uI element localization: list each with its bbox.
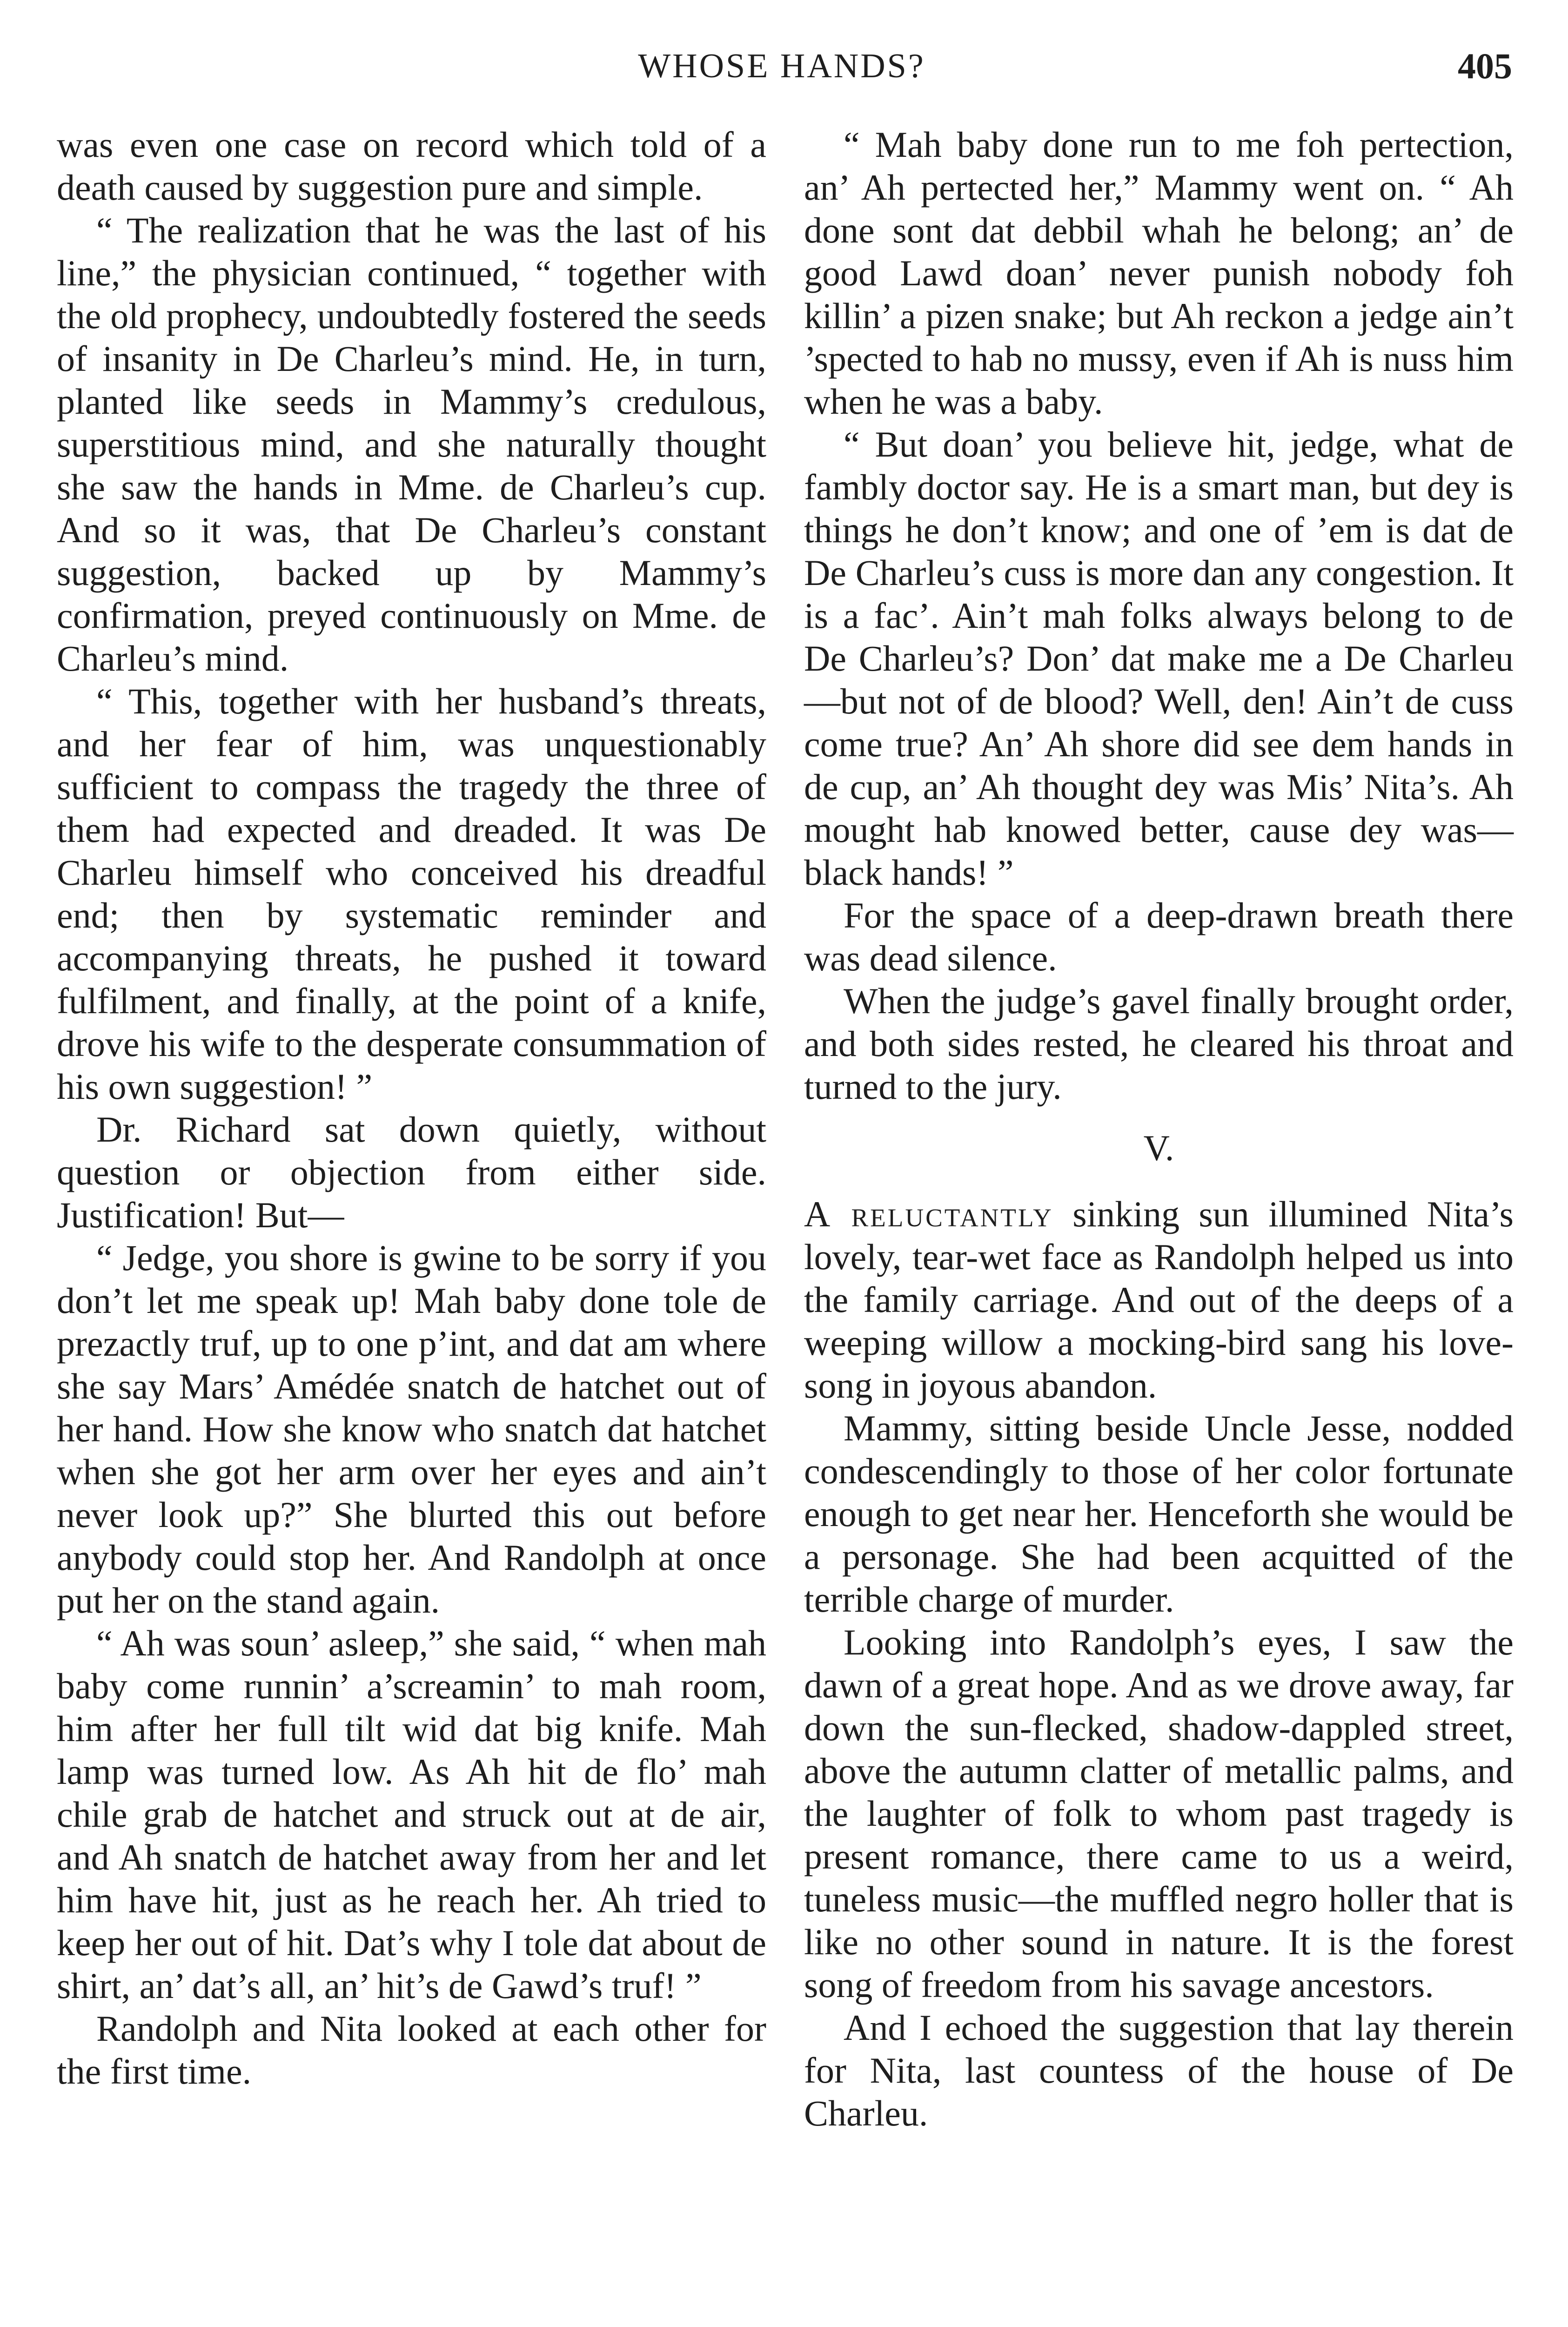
running-title: WHOSE HANDS? xyxy=(638,47,925,85)
paragraph: Dr. Richard sat down quietly, without question or objection from either side. Justification! But— xyxy=(57,1109,766,1235)
paragraph: Mammy, sitting beside Uncle Jesse, nodded condescendingly to those of her color fortunate enough to get near her. Henceforth she would be a personage. She had been acquitted of the terrible charge of murder. xyxy=(804,1408,1514,1620)
paragraph: was even one case on record which told of a death caused by suggestion pure and simple. xyxy=(57,124,766,208)
section-heading: V. xyxy=(1143,1128,1174,1168)
paragraph: Looking into Randolph’s eyes, I saw the dawn of a great hope. And as we drove away, far down the sun-flecked, shadow-dappled street, above the autumn clatter of metallic palms, and the laughter of folk to whom past tragedy is present romance, there came to us a weird, tuneless music—the muffled negro holler that is like no other sound in nature. It is the forest song of freedom from his savage ancestors. xyxy=(804,1622,1514,2005)
paragraph: “ Jedge, you shore is gwine to be sorry if you don’t let me speak up! Mah baby done tole de prezactly truf, up to one p’int, and dat am where she say Mars’ Amédée snatch de hatchet out of her hand. How she know who snatch dat hatchet when she got her arm over her eyes and ain’t never look up?” She blurted this out before anybody could stop her. And Randolph at once put her on the stand again. xyxy=(57,1237,766,1621)
paragraph-text: sinking sun illumined Nita’s lovely, tear-wet face as Randolph helped us into the family carriage. And out of the deeps of a weeping willow a mocking-bird sang his love-song in joyous abandon. xyxy=(804,1194,1514,1406)
paragraph: “ The realization that he was the last of his line,” the physician continued, “ together with the old prophecy, undoubtedly fostered the seeds of insanity in De Charleu’s mind. He, in turn, planted like seeds in Mammy’s credulous, superstitious mind, and she naturally thought she saw the hands in Mme. de Charleu’s cup. And so it was, that De Charleu’s constant suggestion, backed up by Mammy’s confirmation, preyed continuously on Mme. de Charleu’s mind. xyxy=(57,210,766,679)
paragraph: For the space of a deep-drawn breath there was dead silence. xyxy=(804,895,1514,978)
paragraph: “ Mah baby done run to me foh pertection, an’ Ah pertected her,” Mammy went on. “ Ah done sont dat debbil whah he belong; an’ de good Lawd doan’ never punish nobody foh killin’ a pizen snake; but Ah reckon a jedge ain’t ’spected to hab no mussy, even if Ah is nuss him when he was a baby. xyxy=(804,124,1514,422)
paragraph: And I echoed the suggestion that lay therein for Nita, last countess of the house of De Charleu. xyxy=(804,2007,1514,2133)
paragraph: “ But doan’ you believe hit, jedge, what de fambly doctor say. He is a smart man, but dey is things he don’t know; and one of ’em is dat de De Charleu’s cuss is more dan any congestion. It is a fac’. Ain’t mah folks always belong to de De Charleu’s? Don’ dat make me a De Charleu—but not of de blood? Well, den! Ain’t de cuss come true? An’ Ah shore did see dem hands in de cup, an’ Ah thought dey was Mis’ Nita’s. Ah mought hab knowed better, cause dey was—black hands! ” xyxy=(804,424,1514,893)
paragraph: Randolph and Nita looked at each other for the first time. xyxy=(57,2008,766,2092)
small-caps-opening: A reluctantly xyxy=(804,1194,1053,1234)
paragraph: “ Ah was soun’ asleep,” she said, “ when mah baby come runnin’ a’screamin’ to mah room, him after her full tilt wid dat big knife. Mah lamp was turned low. As Ah hit de flo’ mah chile grab de hatchet and struck out at de air, and Ah snatch de hatchet away from her and let him have hit, just as he reach her. Ah tried to keep her out of hit. Dat’s why I tole dat about de shirt, an’ dat’s all, an’ hit’s de Gawd’s truf! ” xyxy=(57,1623,766,2006)
left-column xyxy=(57,123,766,2093)
page-number: 405 xyxy=(1458,46,1512,86)
page-header xyxy=(0,43,1568,89)
paragraph: “ This, together with her husband’s threats, and her fear of him, was unquestionably sufficient to compass the tragedy the three of them had expected and dreaded. It was De Charleu himself who conceived his dreadful end; then by systematic reminder and accompanying threats, he pushed it toward fulfilment, and finally, at the point of a knife, drove his wife to the desperate consummation of his own suggestion! ” xyxy=(57,681,766,1107)
paragraph xyxy=(804,1193,1514,1407)
right-column xyxy=(804,123,1514,2135)
paragraph: When the judge’s gavel finally brought order, and both sides rested, he cleared his throat and turned to the jury. xyxy=(804,981,1514,1107)
